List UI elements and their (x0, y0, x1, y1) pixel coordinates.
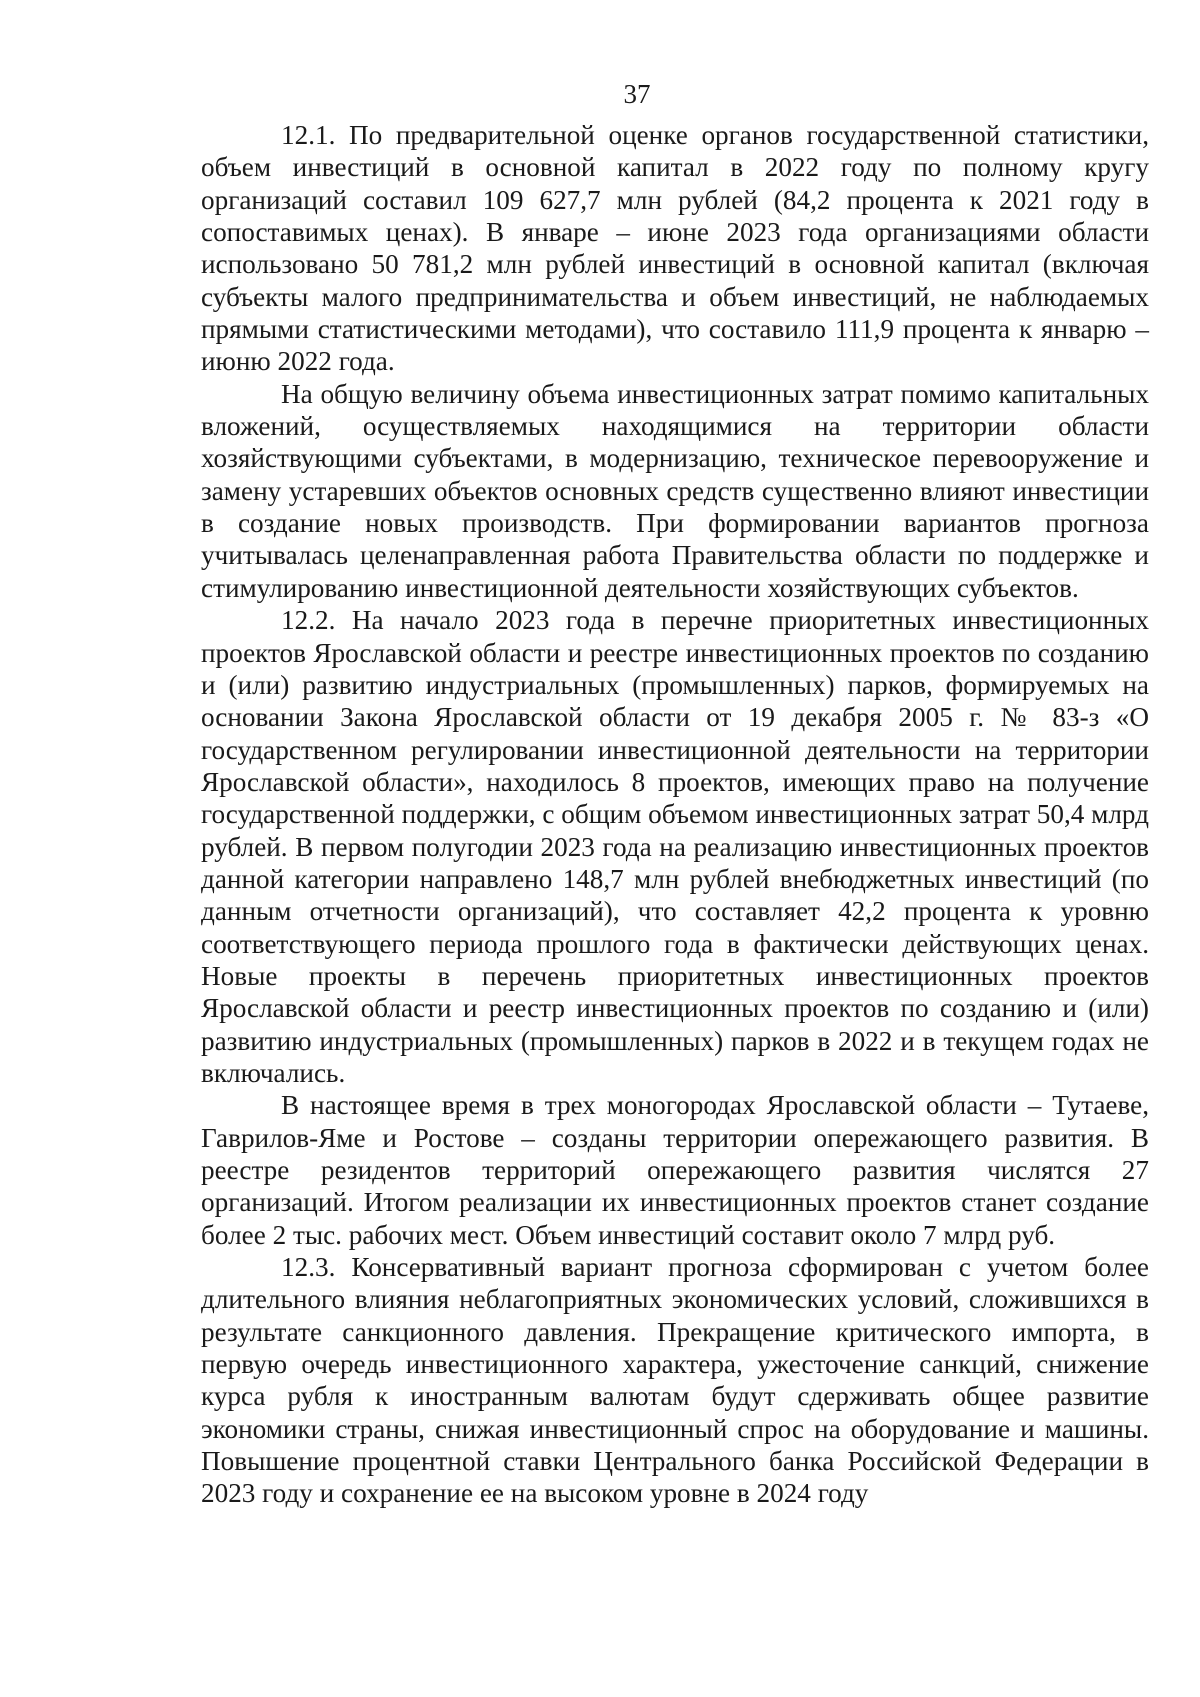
document-body (201, 119, 1149, 1510)
paragraph-monotowns: В настоящее время в трех моногородах Ярославской области – Тутаеве, Гаврилов-Яме и Ростове – созданы территории опережающего развития. В реестре резидентов территорий опережающего развития числятся 27 организаций. Итогом реализации их инвестиционных проектов станет создание более 2 тыс. рабочих мест. Объем инвестиций составит около 7 млрд руб. (201, 1090, 1149, 1250)
paragraph-12-2: 12.2. На начало 2023 года в перечне приоритетных инвестиционных проектов Ярославской области и реестре инвестиционных проектов по созданию и (или) развитию индустриальных (промышленных) парков, формируемых на основании Закона Ярославской области от 19 декабря 2005 г. № 83-з «О государственном регулировании инвестиционной деятельности на территории Ярославской области», находилось 8 проектов, имеющих право на получение государственной поддержки, с общим объемом инвестиционных затрат 50,4 млрд рублей. В первом полугодии 2023 года на реализацию инвестиционных проектов данной категории направлено 148,7 млн рублей внебюджетных инвестиций (по данным отчетности организаций), что составляет 42,2 процента к уровню соответствующего периода прошлого года в фактически действующих ценах. Новые проекты в перечень приоритетных инвестиционных проектов Ярославской области и реестр инвестиционных проектов по созданию и (или) развитию индустриальных (промышленных) парков в 2022 и в текущем годах не включались. (201, 605, 1149, 1088)
paragraph-12-1: 12.1. По предварительной оценке органов государственной статистики, объем инвестиций в основной капитал в 2022 году по полному кругу организаций составил 109 627,7 млн рублей (84,2 процента к 2021 году в сопоставимых ценах). В январе – июне 2023 года организациями области использовано 50 781,2 млн рублей инвестиций в основной капитал (включая субъекты малого предпринимательства и объем инвестиций, не наблюдаемых прямыми статистическими методами), что составило 111,9 процента к январю – июню 2022 года. (201, 120, 1149, 377)
paragraph-investment-costs: На общую величину объема инвестиционных затрат помимо капитальных вложений, осуществляемых находящимися на территории области хозяйствующими субъектами, в модернизацию, техническое перевооружение и замену устаревших объектов основных средств существенно влияют инвестиции в создание новых производств. При формировании вариантов прогноза учитывалась целенаправленная работа Правительства области по поддержке и стимулированию инвестиционной деятельности хозяйствующих субъектов. (201, 378, 1149, 603)
page-number: 37 (623, 79, 651, 109)
paragraph-12-3: 12.3. Консервативный вариант прогноза сформирован с учетом более длительного влияния неблагоприятных экономических условий, сложившихся в результате санкционного давления. Прекращение критического импорта, в первую очередь инвестиционного характера, ужесточение санкций, снижение курса рубля к иностранным валютам будут сдерживать общее развитие экономики страны, снижая инвестиционный спрос на оборудование и машины. Повышение процентной ставки Центрального банка Российской Федерации в 2023 году и сохранение ее на высоком уровне в 2024 году (201, 1252, 1149, 1509)
